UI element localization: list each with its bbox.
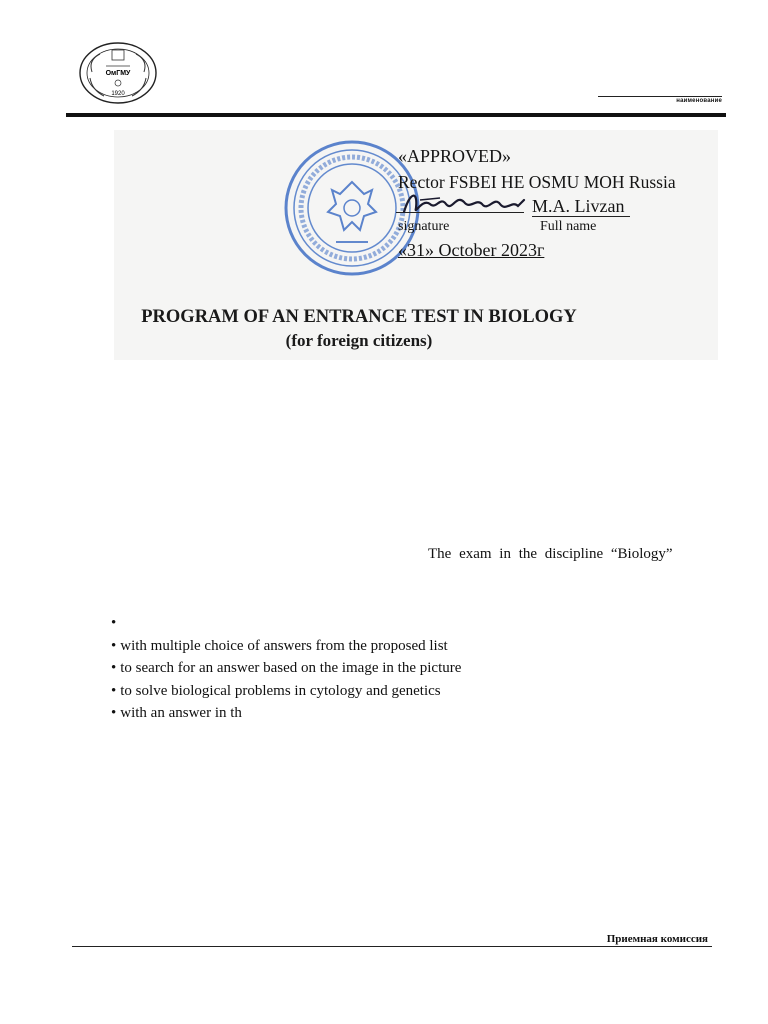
list-item: • to solve biological problems in cytology and genetics xyxy=(111,680,461,703)
logo-year: 1920 xyxy=(111,91,125,97)
document-subtitle: (for foreign citizens) xyxy=(285,331,433,350)
header-short-line xyxy=(598,96,722,97)
footer-committee: Приемная комиссия xyxy=(606,933,708,945)
university-logo xyxy=(78,42,158,104)
fullname-caption: Full name xyxy=(540,219,597,234)
task-type-list xyxy=(111,612,461,725)
document-title: PROGRAM OF AN ENTRANCE TEST IN BIOLOGY xyxy=(141,307,577,327)
list-item xyxy=(111,612,461,635)
list-item: • with multiple choice of answers from the proposed list xyxy=(111,635,461,658)
approved-heading: «APPROVED» xyxy=(398,146,512,166)
header-rule xyxy=(66,113,726,117)
exam-intro: The exam in the discipline “Biology” xyxy=(428,546,673,562)
header-right-label: наименование xyxy=(676,98,722,104)
approval-date: «31» October 2023г xyxy=(398,240,545,260)
footer-rule xyxy=(72,946,712,947)
list-item: • to search for an answer based on the image in the picture xyxy=(111,657,461,680)
rector-name: M.A. Livzan xyxy=(532,196,625,216)
rector-title: Rector FSBEI HE OSMU MOH Russia xyxy=(398,172,676,192)
signature-caption: signature xyxy=(398,219,450,234)
handwritten-signature xyxy=(400,186,550,220)
name-underline xyxy=(532,216,630,217)
logo-label: ОмГМУ xyxy=(105,70,131,77)
list-item: • with an answer in th xyxy=(111,702,461,725)
